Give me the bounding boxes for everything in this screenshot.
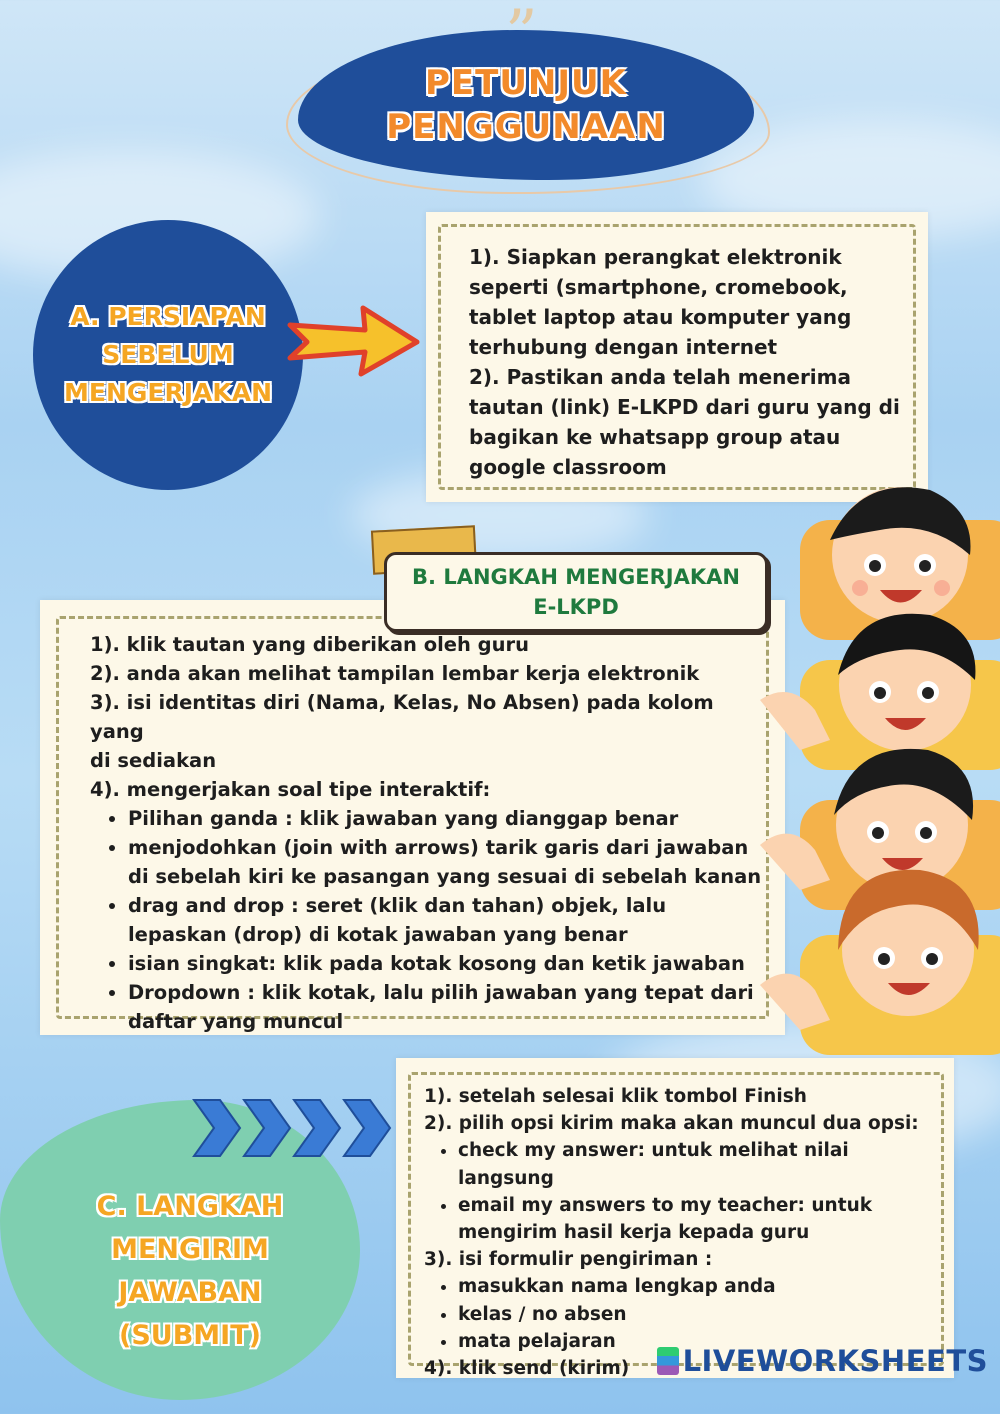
- section-a-line: tautan (link) E-LKPD dari guru yang di: [469, 395, 900, 419]
- section-b-item: 4). mengerjakan soal tipe interaktif:: [90, 778, 491, 801]
- section-a-line: seperti (smartphone, cromebook,: [469, 275, 848, 299]
- section-c-label-line: (SUBMIT): [119, 1320, 261, 1351]
- list-item: • Dropdown : klik kotak, lalu pilih jawaban yang tepat dari daftar yang muncul: [128, 978, 765, 1036]
- section-b-item: di sediakan: [90, 749, 217, 772]
- brand-logo: [657, 1344, 988, 1378]
- quote-icon: ”: [505, 0, 538, 71]
- section-a-line: google classroom: [469, 455, 667, 479]
- arrow-right-icon: [285, 300, 425, 380]
- section-c-label-line: JAWABAN: [118, 1277, 262, 1308]
- section-a-line: 2). Pastikan anda telah menerima: [469, 365, 852, 389]
- section-b-label-line1: B. LANGKAH MENGERJAKAN: [412, 565, 740, 589]
- list-item: • isian singkat: klik pada kotak kosong dan ketik jawaban: [128, 949, 765, 978]
- brand-icon: [657, 1347, 679, 1375]
- children-illustration: [760, 480, 1000, 1055]
- section-b-text: [90, 630, 765, 1036]
- section-c-item: 4). klik send (kirim): [424, 1358, 630, 1380]
- section-a-line: terhubung dengan internet: [469, 335, 778, 359]
- section-b-bullets: [90, 804, 765, 1036]
- section-b-label: [384, 552, 768, 632]
- child-face: [760, 870, 1000, 1055]
- section-c-item: 1). setelah selesai klik tombol Finish: [424, 1086, 807, 1107]
- section-b-item: 3). isi identitas diri (Nama, Kelas, No Absen) pada kolom yang: [90, 691, 714, 743]
- section-c-label-line: MENGIRIM: [111, 1234, 269, 1265]
- list-item: • masukkan nama lengkap anda: [458, 1273, 949, 1300]
- section-b-item: 1). klik tautan yang diberikan oleh guru: [90, 633, 530, 656]
- list-item: • Pilihan ganda : klik jawaban yang dianggap benar: [128, 804, 765, 833]
- section-b-item: 2). anda akan melihat tampilan lembar kerja elektronik: [90, 662, 700, 685]
- brand-name: LIVEWORKSHEETS: [682, 1344, 988, 1378]
- section-a-circle: [33, 220, 303, 490]
- section-a-text: [469, 242, 909, 482]
- section-a-label-line3: MENGERJAKAN: [63, 378, 273, 407]
- section-a-line: tablet laptop atau komputer yang: [469, 305, 852, 329]
- section-c-label: [40, 1185, 340, 1357]
- chevron-right-icon: [292, 1098, 342, 1158]
- list-item: • kelas / no absen: [458, 1301, 949, 1328]
- section-b-label-line2: E-LKPD: [533, 595, 619, 619]
- page-title-line1: PETUNJUK: [424, 63, 627, 103]
- list-item: • mata pelajaran: [458, 1328, 949, 1355]
- section-c-item: 2). pilih opsi kirim maka akan muncul dua opsi:: [424, 1113, 919, 1135]
- section-a-line: bagikan ke whatsapp group atau: [469, 425, 841, 449]
- section-a-line: 1). Siapkan perangkat elektronik: [469, 245, 842, 269]
- chevron-right-icon: [242, 1098, 292, 1158]
- child-face: [760, 614, 1000, 770]
- chevron-right-icon: [192, 1098, 242, 1158]
- section-a-label-line1: A. PERSIAPAN: [70, 302, 266, 331]
- section-c-bullets: [424, 1273, 949, 1355]
- chevron-arrows: [192, 1098, 392, 1158]
- list-item: • email my answers to my teacher: untuk mengirim hasil kerja kepada guru: [458, 1192, 949, 1246]
- chevron-right-icon: [342, 1098, 392, 1158]
- section-c-label-line: C. LANGKAH: [96, 1191, 284, 1222]
- list-item: • check my answer: untuk melihat nilai langsung: [458, 1137, 949, 1191]
- section-c-item: 3). isi formulir pengiriman :: [424, 1249, 713, 1271]
- list-item: • drag and drop : seret (klik dan tahan) objek, lalu lepaskan (drop) di kotak jawaban yang benar: [128, 891, 765, 949]
- section-a-label-line2: SEBELUM: [102, 340, 234, 369]
- page-title-line2: PENGGUNAAN: [386, 107, 666, 147]
- section-c-bullets: [424, 1137, 949, 1246]
- section-c-text: [424, 1083, 949, 1382]
- list-item: • menjodohkan (join with arrows) tarik garis dari jawaban di sebelah kiri ke pasangan yang sesuai di sebelah kanan: [128, 833, 765, 891]
